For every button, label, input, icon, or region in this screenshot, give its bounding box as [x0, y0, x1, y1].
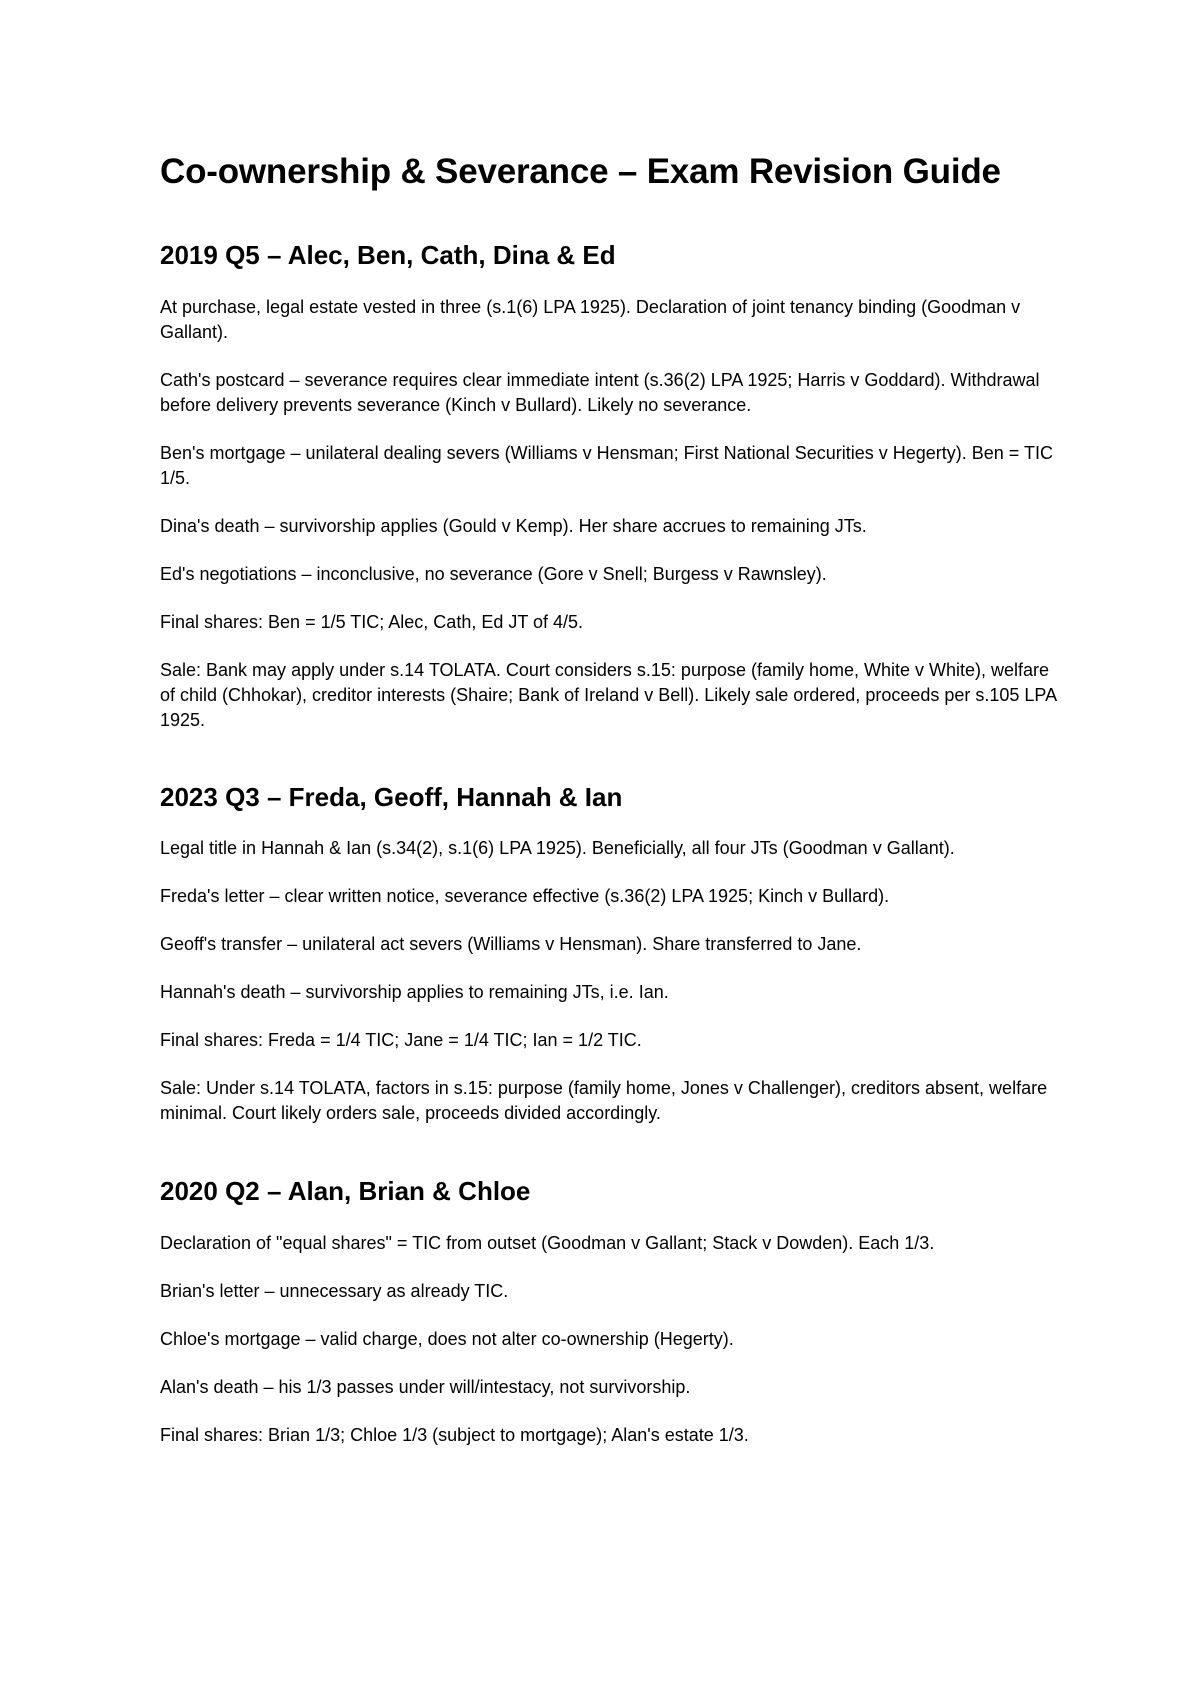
- section-2020-q2: [160, 1175, 1060, 1448]
- paragraph: Sale: Bank may apply under s.14 TOLATA. Court considers s.15: purpose (family home, White v White), welfare of child (Chhokar), creditor interests (Shaire; Bank of Ireland v Bell). Likely sale ordered, proceeds per s.105 LPA 1925.: [160, 659, 1057, 730]
- paragraph: Final shares: Freda = 1/4 TIC; Jane = 1/4 TIC; Ian = 1/2 TIC.: [160, 1030, 642, 1051]
- paragraph: Chloe's mortgage – valid charge, does not alter co-ownership (Hegerty).: [160, 1329, 734, 1350]
- paragraph: Geoff's transfer – unilateral act severs (Williams v Hensman). Share transferred to Jane.: [160, 934, 862, 955]
- document-title: Co-ownership & Severance – Exam Revision Guide: [160, 152, 1001, 191]
- paragraph: Final shares: Brian 1/3; Chloe 1/3 (subject to mortgage); Alan's estate 1/3.: [160, 1425, 749, 1446]
- paragraph: Declaration of "equal shares" = TIC from outset (Goodman v Gallant; Stack v Dowden). Each 1/3.: [160, 1233, 935, 1254]
- paragraph: Dina's death – survivorship applies (Gould v Kemp). Her share accrues to remaining JTs.: [160, 515, 867, 536]
- section-heading: 2023 Q3 – Freda, Geoff, Hannah & Ian: [160, 781, 623, 812]
- paragraph: At purchase, legal estate vested in three (s.1(6) LPA 1925). Declaration of joint tenancy binding (Goodman v Gallant).: [160, 296, 1021, 342]
- paragraph: Legal title in Hannah & Ian (s.34(2), s.1(6) LPA 1925). Beneficially, all four JTs (Goodman v Gallant).: [160, 838, 955, 859]
- paragraph: Cath's postcard – severance requires clear immediate intent (s.36(2) LPA 1925; Harris v Goddard). Withdrawal before delivery prevents severance (Kinch v Bullard). Likely no severance.: [160, 369, 1040, 415]
- paragraph: Freda's letter – clear written notice, severance effective (s.36(2) LPA 1925; Kinch v Bullard).: [160, 886, 890, 907]
- paragraph: Sale: Under s.14 TOLATA, factors in s.15: purpose (family home, Jones v Challenger), creditors absent, welfare minimal. Court likely orders sale, proceeds divided accordingly.: [160, 1078, 1048, 1124]
- paragraph: Ed's negotiations – inconclusive, no severance (Gore v Snell; Burgess v Rawnsley).: [160, 563, 827, 584]
- paragraph: Ben's mortgage – unilateral dealing severs (Williams v Hensman; First National Securities v Hegerty). Ben = TIC 1/5.: [160, 442, 1053, 488]
- section-heading: 2020 Q2 – Alan, Brian & Chloe: [160, 1176, 531, 1207]
- paragraph: Hannah's death – survivorship applies to remaining JTs, i.e. Ian.: [160, 982, 669, 1003]
- paragraph: Brian's letter – unnecessary as already TIC.: [160, 1281, 509, 1302]
- section-2023-q3: [160, 781, 1060, 1127]
- section-heading: 2019 Q5 – Alec, Ben, Cath, Dina & Ed: [160, 239, 616, 270]
- document-page: [160, 150, 1060, 1448]
- paragraph: Alan's death – his 1/3 passes under will/intestacy, not survivorship.: [160, 1377, 691, 1398]
- section-2019-q5: [160, 239, 1060, 733]
- paragraph: Final shares: Ben = 1/5 TIC; Alec, Cath, Ed JT of 4/5.: [160, 611, 584, 632]
